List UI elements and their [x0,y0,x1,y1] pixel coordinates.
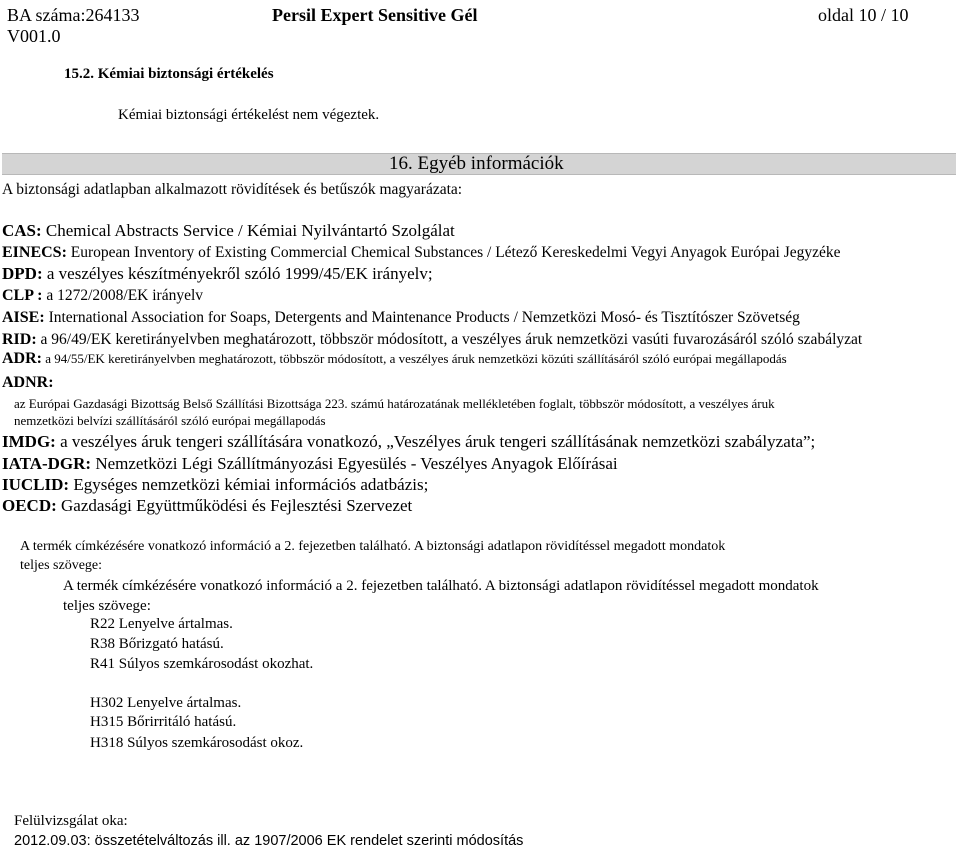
h-phrase: H302 Lenyelve ártalmas. [90,695,242,711]
r-phrase: R41 Súlyos szemkárosodást okozhat. [90,656,314,672]
abbr-definition: Egységes nemzetközi kémiai információs adatbázis; [69,475,429,494]
abbr-term: ADR: [2,350,42,367]
abbr-definition: International Association for Soaps, Detergents and Maintenance Products / Nemzetközi Mosó- és Tisztítószer Szövetség [44,309,800,326]
abbr-einecs [2,243,841,262]
section-15-2-text: Kémiai biztonsági értékelést nem végeztek. [118,107,380,123]
r-phrase: R38 Bőrizgató hatású. [90,636,224,652]
abbr-definition: European Inventory of Existing Commercial Chemical Substances / Létező Kereskedelmi Vegyi Anyagok Európai Jegyzéke [66,244,841,261]
abbr-term: ADNR: [2,374,54,391]
doc-number: BA száma:264133 [7,5,140,25]
abbr-definition: Gazdasági Együttműködési és Fejlesztési Szervezet [56,496,413,515]
section-16-title: 16. Egyéb információk [389,153,564,174]
labeling-info-1-line1: A termék címkézésére vonatkozó információ a 2. fejezetben található. A biztonsági adatlapon rövidítéssel megadott mondatok [20,539,726,554]
labeling-info-2-line2: teljes szövege: [63,598,151,614]
abbr-rid [2,330,862,349]
abbr-definition: a 94/55/EK keretirányelvben meghatározott, többször módosított, a veszélyes áruk nemzetközi közúti szállításáról szóló európai megállapodás [42,351,787,366]
abbr-definition: a veszélyes készítményekről szóló 1999/45/EK irányelv; [42,264,433,283]
abbr-adnr-line1: az Európai Gazdasági Bizottság Belső Szállítási Bizottsága 223. számú határozatának mellékletében foglalt, többször módosított, a veszélyes áruk [14,396,775,411]
review-text: 2012.09.03: összetételváltozás ill. az 1907/2006 EK rendelet szerinti módosítás [14,833,524,849]
abbr-definition: a 96/49/EK keretirányelvben meghatározott, többször módosított, a veszélyes áruk nemzetközi vasúti fuvarozásáról szóló szabályzat [36,331,863,348]
abbr-definition: a veszélyes áruk tengeri szállítására vonatkozó, „Veszélyes áruk tengeri szállításának nemzetközi szabályzata”; [55,432,816,451]
abbr-adr [2,351,787,367]
abbr-oecd [2,496,412,516]
abbr-term: CLP : [2,287,43,304]
abbr-imdg [2,432,815,452]
h-phrase: H318 Súlyos szemkárosodást okoz. [90,735,304,751]
r-phrase: R22 Lenyelve ártalmas. [90,616,233,632]
abbr-adnr-line2: nemzetközi belvízi szállításáról szóló európai megállapodás [14,413,326,428]
review-label: Felülvizsgálat oka: [14,813,128,829]
doc-version: V001.0 [7,26,61,46]
abbr-iuclid [2,475,428,495]
h-phrase: H315 Bőrirritáló hatású. [90,714,237,730]
abbr-adnr [2,375,54,391]
abbreviation-intro: A biztonsági adatlapban alkalmazott rövidítések és betűszók magyarázata: [2,181,463,198]
abbr-iata-dgr [2,454,618,474]
abbr-cas [2,221,455,241]
labeling-info-1-line2: teljes szövege: [20,558,103,573]
abbr-term: IMDG: [2,432,56,451]
product-name: Persil Expert Sensitive Gél [272,5,478,25]
abbr-dpd [2,264,433,284]
abbr-term: RID: [2,331,37,348]
abbr-term: AISE: [2,309,45,326]
abbr-definition: Chemical Abstracts Service / Kémiai Nyilvántartó Szolgálat [41,221,455,240]
abbr-definition: a 1272/2008/EK irányelv [42,287,204,304]
abbr-term: OECD: [2,496,57,515]
abbr-term: EINECS: [2,244,67,261]
abbr-term: IUCLID: [2,475,70,494]
page-number: oldal 10 / 10 [818,5,909,25]
section-15-2-title: 15.2. Kémiai biztonsági értékelés [64,66,274,82]
abbr-clp [2,286,203,305]
abbr-term: CAS: [2,221,42,240]
abbr-term: IATA-DGR: [2,454,92,473]
labeling-info-2-line1: A termék címkézésére vonatkozó információ a 2. fejezetben található. A biztonsági adatlapon rövidítéssel megadott mondatok [63,578,819,594]
abbr-term: DPD: [2,264,43,283]
abbr-definition: Nemzetközi Légi Szállítmányozási Egyesülés - Veszélyes Anyagok Előírásai [91,454,618,473]
abbr-aise [2,308,800,327]
